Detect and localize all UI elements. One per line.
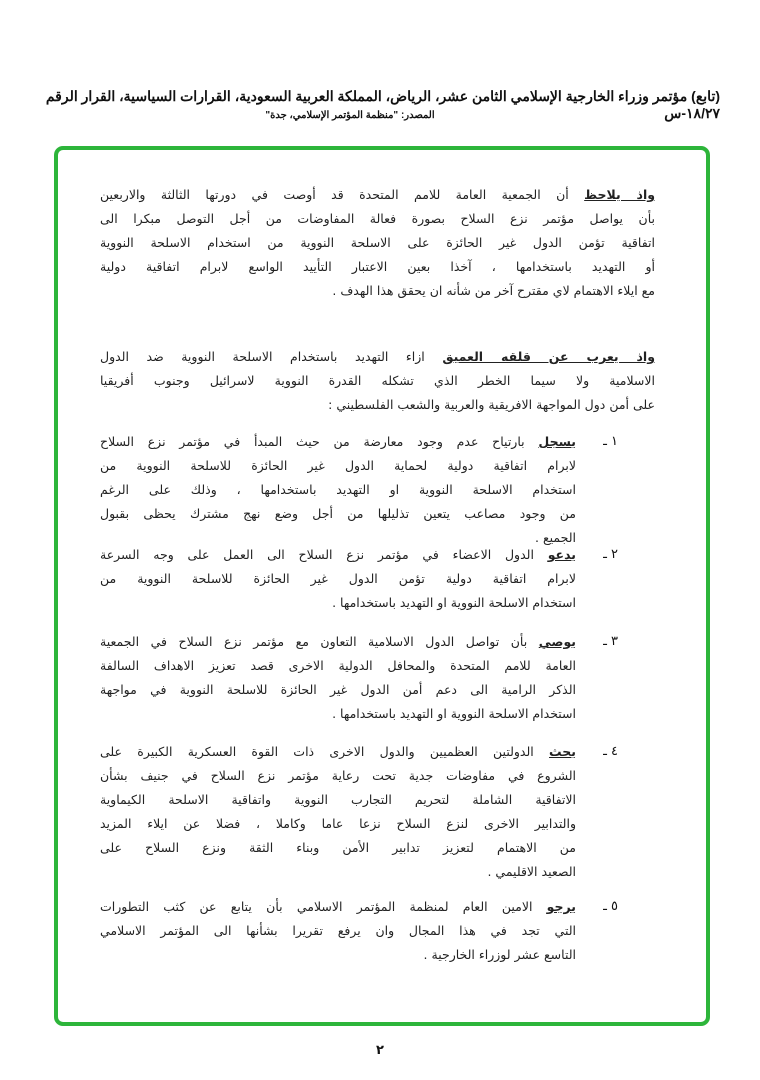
line-text: الامين العام لمنظمة المؤتمر الاسلامي بأن يتابع عن كثب التطورات [100,899,533,914]
line-text: لابرام اتفاقية دولية تؤمن الدول غير الحائزة للاسلحة النووية من [100,571,576,586]
line-text: الشروع في مفاوضات جدية تحت رعاية مؤتمر نزع السلاح في جنيف بشأن [100,768,576,783]
line-text: استخدام الاسلحة النووية او التهديد باستخدامها ، وذلك على الرغم [100,482,576,497]
text-line [100,393,655,417]
line-text: من الاهتمام لتعزيز تدابير الأمن وبناء الثقة ونزع السلاح على [100,840,576,855]
item-number-text: ١ [611,434,618,449]
line-text: التاسع عشر لوزراء الخارجية . [423,947,576,962]
line-text: استخدام الاسلحة النووية او التهديد باستخدامها . [332,706,576,721]
resolution-item [100,543,576,615]
text-line [100,430,576,454]
item-number-text: ٢ [611,547,618,562]
resolution-item [100,630,576,726]
item-number: ٤ ـ [603,744,618,759]
line-text: الدولتين العظميين والدول الاخرى ذات القوة العسكرية الكبيرة على [100,744,534,759]
text-line [100,895,576,919]
line-text: والتدابير الاخرى لنزع السلاح نزعا عاما وكاملا ، فضلا عن ايلاء المزيد [100,816,576,831]
lead-phrase: واذ يلاحظ [584,187,655,202]
line-text: التي تجد في هذا المجال وان يرفع تقريرا بشأنها الى المؤتمر الاسلامي [100,923,576,938]
text-line [100,207,655,231]
item-number-text: ٣ [611,634,618,649]
item-number: ٥ ـ [603,899,618,914]
line-text: أو التهديد باستخدامها ، آخذا بعين الاعتبار التأييد الواسع لابرام اتفاقية دولية [100,259,655,274]
text-line [100,567,576,591]
preamble-paragraph [100,345,655,417]
text-line [100,543,576,567]
line-text: ازاء التهديد باستخدام الاسلحة النووية ضد الدول [100,349,425,364]
text-line [100,630,576,654]
line-text: اتفاقية تؤمن الدول غير الحائزة على الاسلحة النووية من استخدام الاسلحة النووية [100,235,655,250]
text-line [100,369,655,393]
item-number-text: ٤ [611,744,618,759]
line-text: بارتياح عدم وجود معارضة من حيث المبدأ في مؤتمر نزع السلاح [100,434,525,449]
text-line [100,812,576,836]
text-line [100,231,655,255]
text-line [100,502,576,526]
page-number: ٢ [376,1043,384,1058]
text-line [100,183,655,207]
item-number: ٣ ـ [603,634,618,649]
lead-phrase: يرجو [546,899,576,914]
line-text: على أمن دول المواجهة الافريقية والعربية والشعب الفلسطيني : [328,397,655,412]
text-line [100,788,576,812]
preamble-paragraph [100,183,655,303]
text-line [100,860,576,884]
line-text: الصعيد الاقليمي . [487,864,576,879]
lead-phrase: يحث [549,744,576,759]
line-text: الاسلامية ولا سيما الخطر الذي تشكله القدرة النووية لاسرائيل وجنوب أفريقيا [100,373,655,388]
text-line [100,836,576,860]
line-text: لابرام اتفاقية دولية لحماية الدول غير الحائزة للاسلحة النووية من [100,458,576,473]
line-text: الاتفاقية الشاملة لتحريم التجارب النووية واتفاقية الاسلحة الكيماوية [100,792,576,807]
text-line [100,702,576,726]
lead-phrase: يدعو [547,547,576,562]
line-text: أن الجمعية العامة للامم المتحدة قد أوصت في دورتها الثالثة والاربعين [100,187,569,202]
text-line [100,943,576,967]
lead-phrase: واذ يعرب عن قلقه العميق [442,349,655,364]
item-number-text: ٥ [611,899,618,914]
line-text: الجميع . [535,530,576,545]
resolution-item [100,895,576,967]
document-source: المصدر: "منظمة المؤتمر الإسلامي، جدة" [265,110,435,121]
text-line [100,279,655,303]
line-text: بأن يواصل مؤتمر نزع السلاح بصورة فعالة المفاوضات من أجل التوصل مبكرا الى [100,211,655,226]
text-line [100,345,655,369]
line-text: بأن تواصل الدول الاسلامية التعاون مع مؤتمر نزع السلاح في الجمعية [100,634,528,649]
resolution-item [100,740,576,884]
document-title: (تابع) مؤتمر وزراء الخارجية الإسلامي الثامن عشر، الرياض، المملكة العربية السعودية، القرارات السياسية، القرار الرقم ١٨/٢٧-س [45,88,720,121]
item-number: ٢ ـ [603,547,618,562]
text-line [100,919,576,943]
text-line [100,654,576,678]
item-number: ١ ـ [603,434,618,449]
lead-phrase: يوصي [538,634,576,649]
line-text: العامة للامم المتحدة والمحافل الدولية الاخرى قصد تعزيز الاهداف السالفة [100,658,576,673]
line-text: من وجود مصاعب يتعين تذليلها من أجل وضع نهج مشترك يحظى بقبول [100,506,576,521]
text-line [100,740,576,764]
text-line [100,678,576,702]
line-text: استخدام الاسلحة النووية او التهديد باستخدامها . [332,595,576,610]
line-text: مع ايلاء الاهتمام لاي مقترح آخر من شأنه ان يحقق هذا الهدف . [332,283,655,298]
resolution-item [100,430,576,550]
lead-phrase: يسجل [538,434,576,449]
line-text: الذكر الرامية الى دعم أمن الدول غير الحائزة للاسلحة النووية في مواجهة [100,682,576,697]
text-line [100,764,576,788]
text-line [100,255,655,279]
text-line [100,591,576,615]
line-text: الدول الاعضاء في مؤتمر نزع السلاح الى العمل على وجه السرعة [100,547,534,562]
text-line [100,478,576,502]
text-line [100,454,576,478]
